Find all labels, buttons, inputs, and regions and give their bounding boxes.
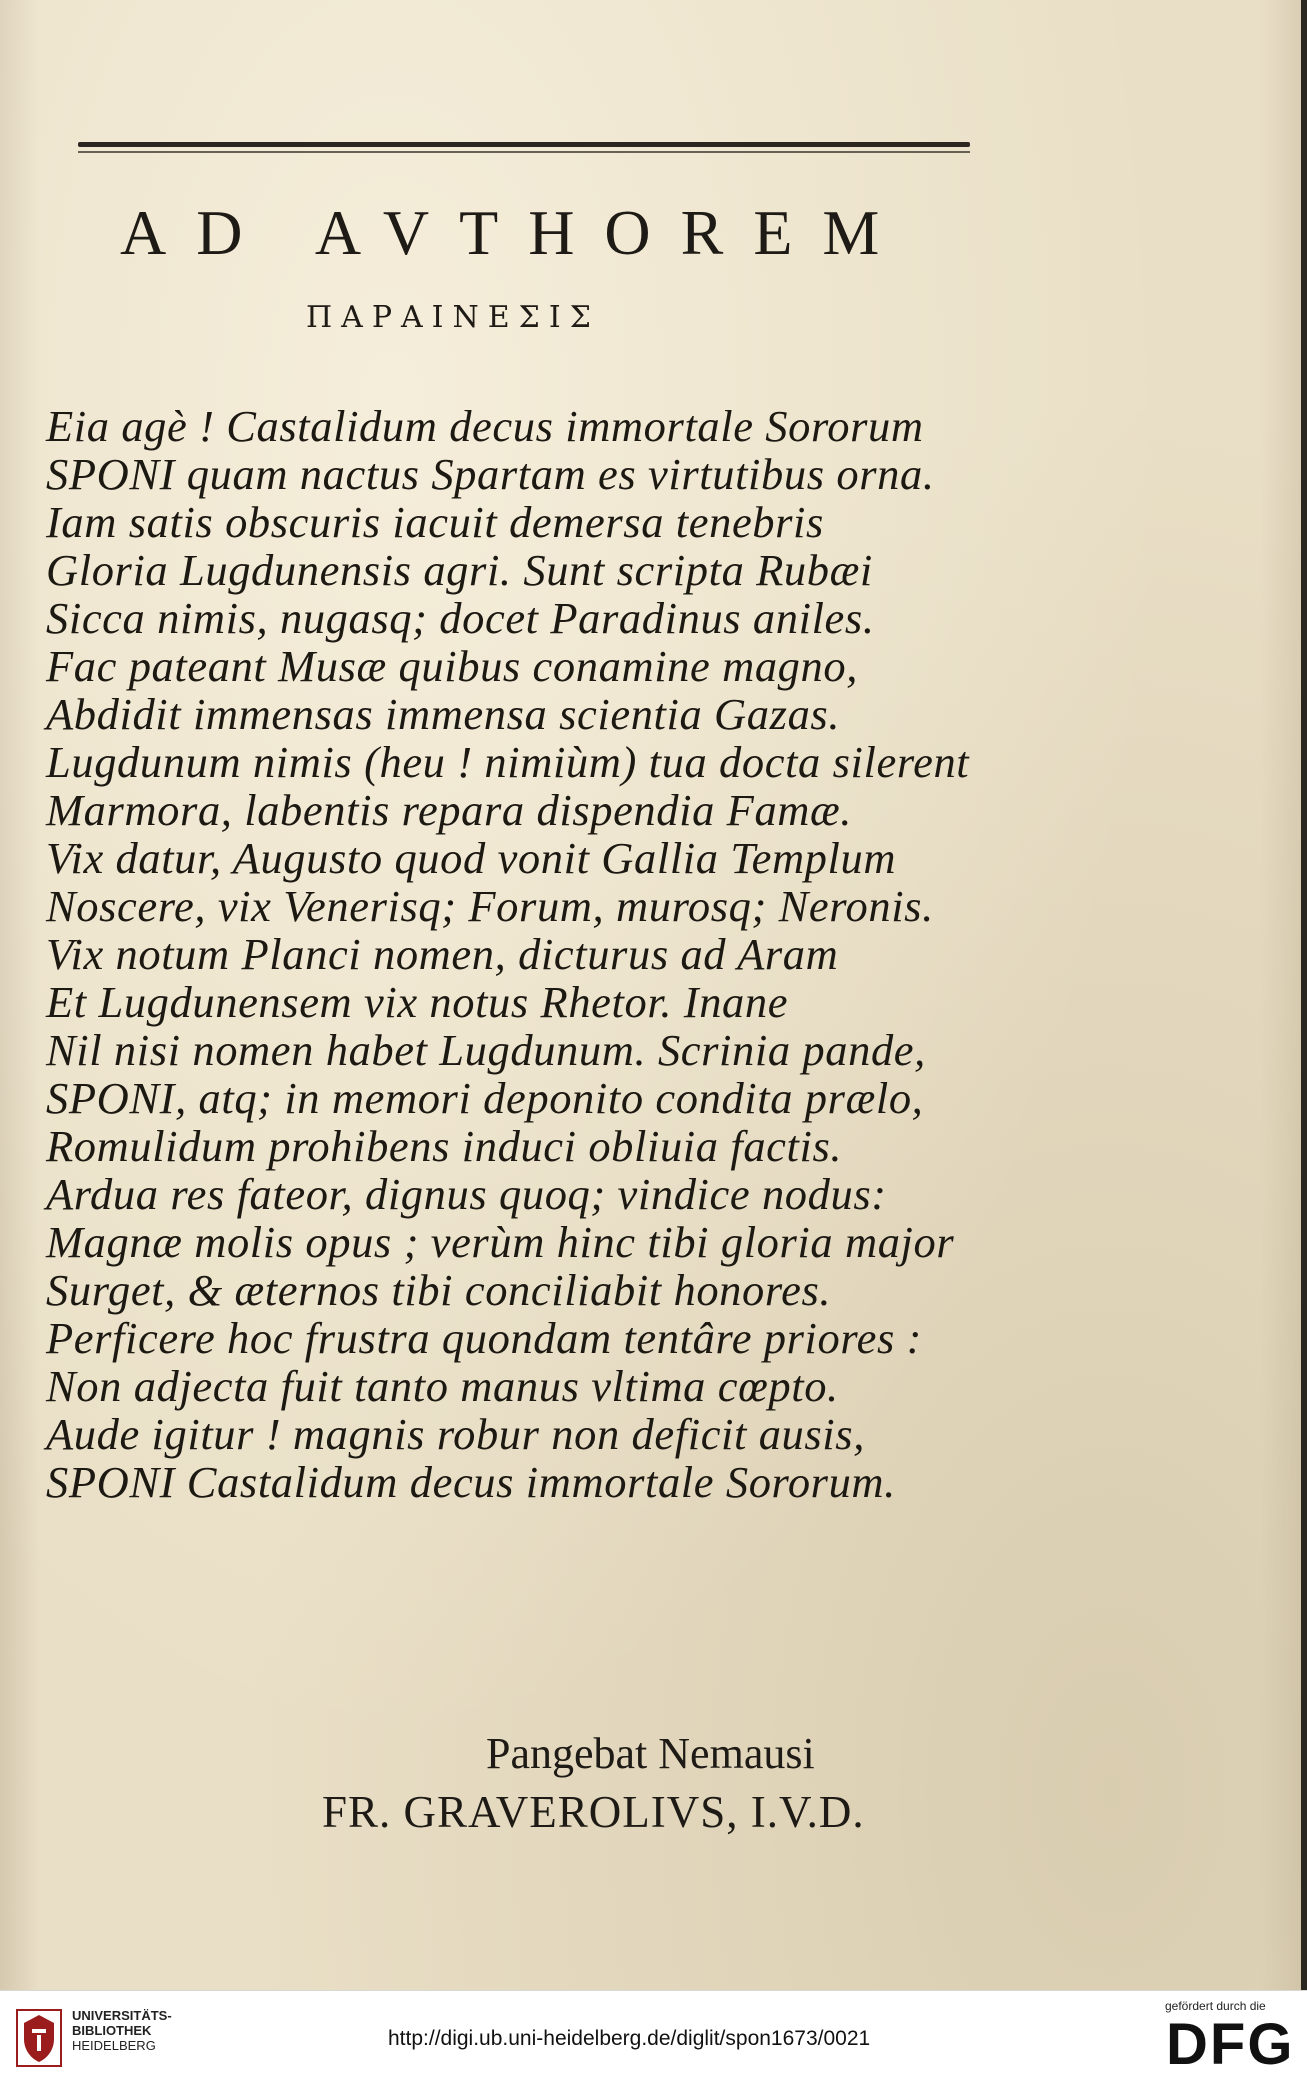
poem-line: Surget, & æternos tibi conciliabit honores. [46,1265,832,1315]
page-subtitle: ΠΑΡΑΙΝΕΣΙΣ [306,300,600,335]
poem-line: SPONI, atq; in memori deponito condita prælo, [46,1073,924,1123]
poem-line: Magnæ molis opus ; verùm hinc tibi gloria major [46,1217,955,1267]
footer-bar [0,1990,1307,2087]
poem-line: Iam satis obscuris iacuit demersa tenebris [46,497,824,547]
poem-line: Romulidum prohibens induci obliuia factis. [46,1121,843,1171]
poem-line: Abdidit immensas immensa scientia Gazas. [46,689,841,739]
poem-line: Ardua res fateor, dignus quoq; vindice nodus: [46,1169,887,1219]
poem-line: Marmora, labentis repara dispendia Famæ. [46,785,853,835]
poem-line: Fac pateant Musæ quibus conamine magno, [46,641,858,691]
institution-name [72,2008,172,2053]
poem-line: Vix notum Planci nomen, dicturus ad Aram [46,929,839,979]
funder-caption: gefördert durch die [1165,1999,1266,2013]
poem-line: Lugdunum nimis (heu ! nimiùm) tua docta silerent [46,737,970,787]
institution-line: HEIDELBERG [72,2038,156,2053]
poem-line: Perficere hoc frustra quondam tentâre priores : [46,1313,923,1363]
poem-line: Eia agè ! Castalidum decus immortale Sororum [46,401,924,451]
poem-line: Sicca nimis, nugasq; docet Paradinus aniles. [46,593,875,643]
poem-line: SPONI Castalidum decus immortale Sororum. [46,1457,896,1507]
dfg-logo: DFG [1166,2012,1295,2077]
author-signature: FR. GRAVEROLIVS, I.V.D. [322,1787,865,1837]
top-rule-thin [78,151,970,153]
poem-line: Non adjecta fuit tanto manus vltima cœpto. [46,1361,839,1411]
poem-line: Nil nisi nomen habet Lugdunum. Scrinia pande, [46,1025,926,1075]
top-rule [78,142,970,147]
university-seal-icon [16,2009,62,2067]
poem [46,402,976,1506]
poem-line: Gloria Lugdunensis agri. Sunt scripta Rubæi [46,545,873,595]
institution-line: BIBLIOTHEK [72,2023,152,2038]
permalink-url[interactable]: http://digi.ub.uni-heidelberg.de/diglit/spon1673/0021 [388,2027,871,2050]
poem-line: Aude igitur ! magnis robur non deficit ausis, [46,1409,865,1459]
poem-line: SPONI quam nactus Spartam es virtutibus orna. [46,449,935,499]
page-title: AD AVTHOREM [120,197,910,268]
signoff: Pangebat Nemausi [486,1729,815,1778]
poem-line: Et Lugdunensem vix notus Rhetor. Inane [46,977,789,1027]
institution-line: UNIVERSITÄTS- [72,2008,172,2023]
poem-line: Vix datur, Augusto quod vonit Gallia Templum [46,833,897,883]
poem-line: Noscere, vix Venerisq; Forum, murosq; Neronis. [46,881,934,931]
page-edge [1301,0,1307,1990]
